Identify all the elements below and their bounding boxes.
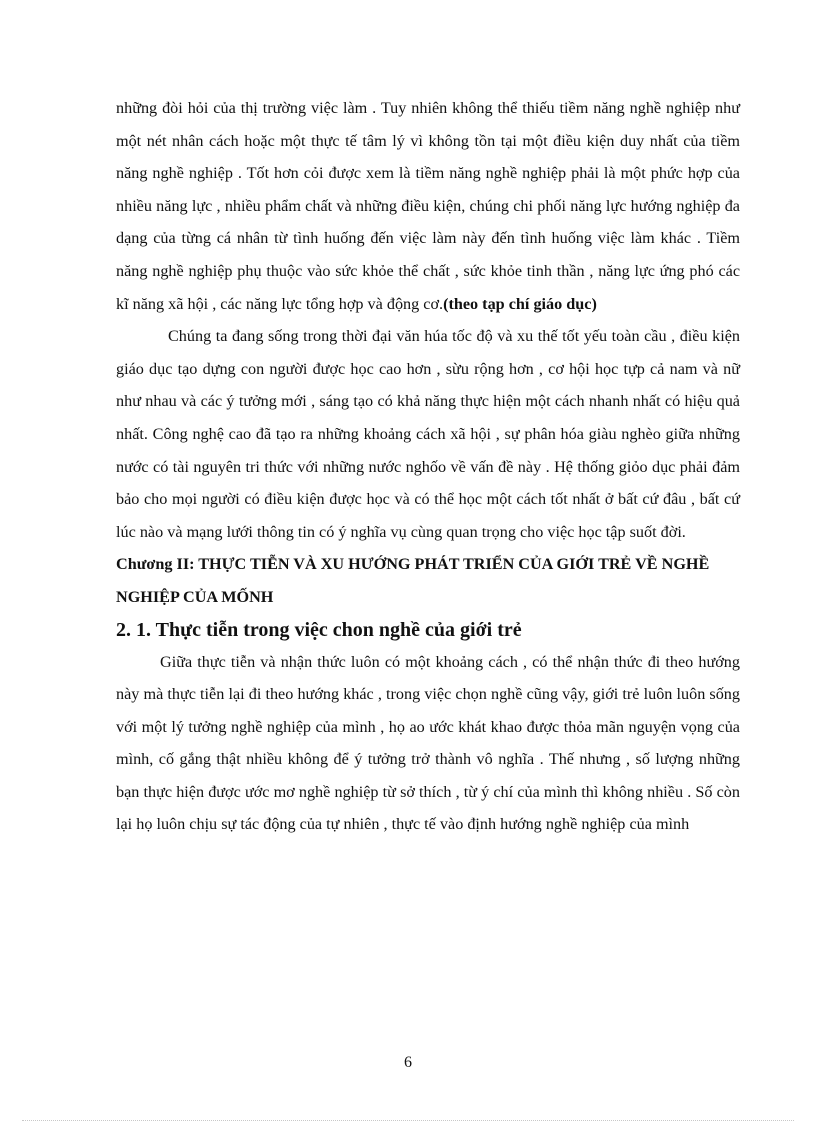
page-number: 6 bbox=[404, 1054, 412, 1071]
paragraph-1 bbox=[116, 92, 740, 320]
page-bottom-divider bbox=[22, 1120, 794, 1121]
section-heading: 2. 1. Thực tiễn trong việc chon nghề của giới trẻ bbox=[116, 618, 522, 641]
paragraph-2: Chúng ta đang sống trong thời đại văn húa tốc độ và xu thế tốt yếu toàn cầu , điều kiện giáo dục tạo dựng con người được học cao hơn , sừu rộng hơn , cơ hội học tựp cả nam và nữ như nhau và các ý tưởng mới , sáng tạo có khả năng thực hiện một cách nhanh nhất có hiệu quả nhất. Công nghệ cao đã tạo ra những khoảng cách xã hội , sự phân hóa giàu nghèo giữa những nước có tài nguyên tri thức với những nước nghốo về vấn đề này . Hệ thống giỏo dục phải đảm bảo cho mọi người có điều kiện được học và có thể học một cách tốt nhất ở bất cứ đâu , bất cứ lúc nào và mạng lưới thông tin có ý nghĩa vụ cùng quan trọng cho việc học tập suốt đời. bbox=[116, 327, 740, 541]
source-citation: (theo tạp chí giáo dục) bbox=[443, 294, 597, 313]
paragraph-1-text: những đòi hỏi của thị trường việc làm . Tuy nhiên không thể thiếu tiềm năng nghề nghiệp như một nét nhân cách hoặc một thực tế tâm lý vì không tồn tại một điều kiện duy nhất của tiềm năng nghề nghiệp . Tốt hơn cỏi được xem là tiềm năng nghề nghiệp phải là một phức hợp của nhiều năng lực , nhiều phẩm chất và những điều kiện, chúng chi phối năng lực hướng nghiệp đa dạng của từng cá nhân từ tình huống đến việc làm này đến tình huống việc làm khác . Tiềm năng nghề nghiệp phụ thuộc vào sức khỏe thể chất , sức khỏe tinh thần , năng lực ứng phó các kĩ năng xã hội , các năng lực tổng hợp và động cơ. bbox=[116, 99, 740, 313]
chapter-heading: Chương II: THỰC TIỄN VÀ XU HƯỚNG PHÁT TRIỂN CỦA GIỚI TRẺ VỀ NGHỀ NGHIỆP CỦA MỐNH bbox=[116, 555, 710, 606]
body-text bbox=[116, 92, 740, 841]
paragraph-3: Giữa thực tiễn và nhận thức luôn có một khoảng cách , có thể nhận thức đi theo hướng này mà thực tiễn lại đi theo hướng khác , trong việc chọn nghề cũng vậy, giới trẻ luôn luôn sống với một lý tưởng nghề nghiệp của mình , họ ao ước khát khao được thỏa mãn nguyện vọng của mình, cố gắng thật nhiều không để ý tưởng trở thành vô nghĩa . Thế nhưng , số lượng những bạn thực hiện được ước mơ nghề nghiệp từ sở thích , từ ý chí của mình thì không nhiều . Số còn lại họ luôn chịu sự tác động của tự nhiên , thực tế vào định hướng nghề nghiệp của mình bbox=[116, 652, 740, 834]
